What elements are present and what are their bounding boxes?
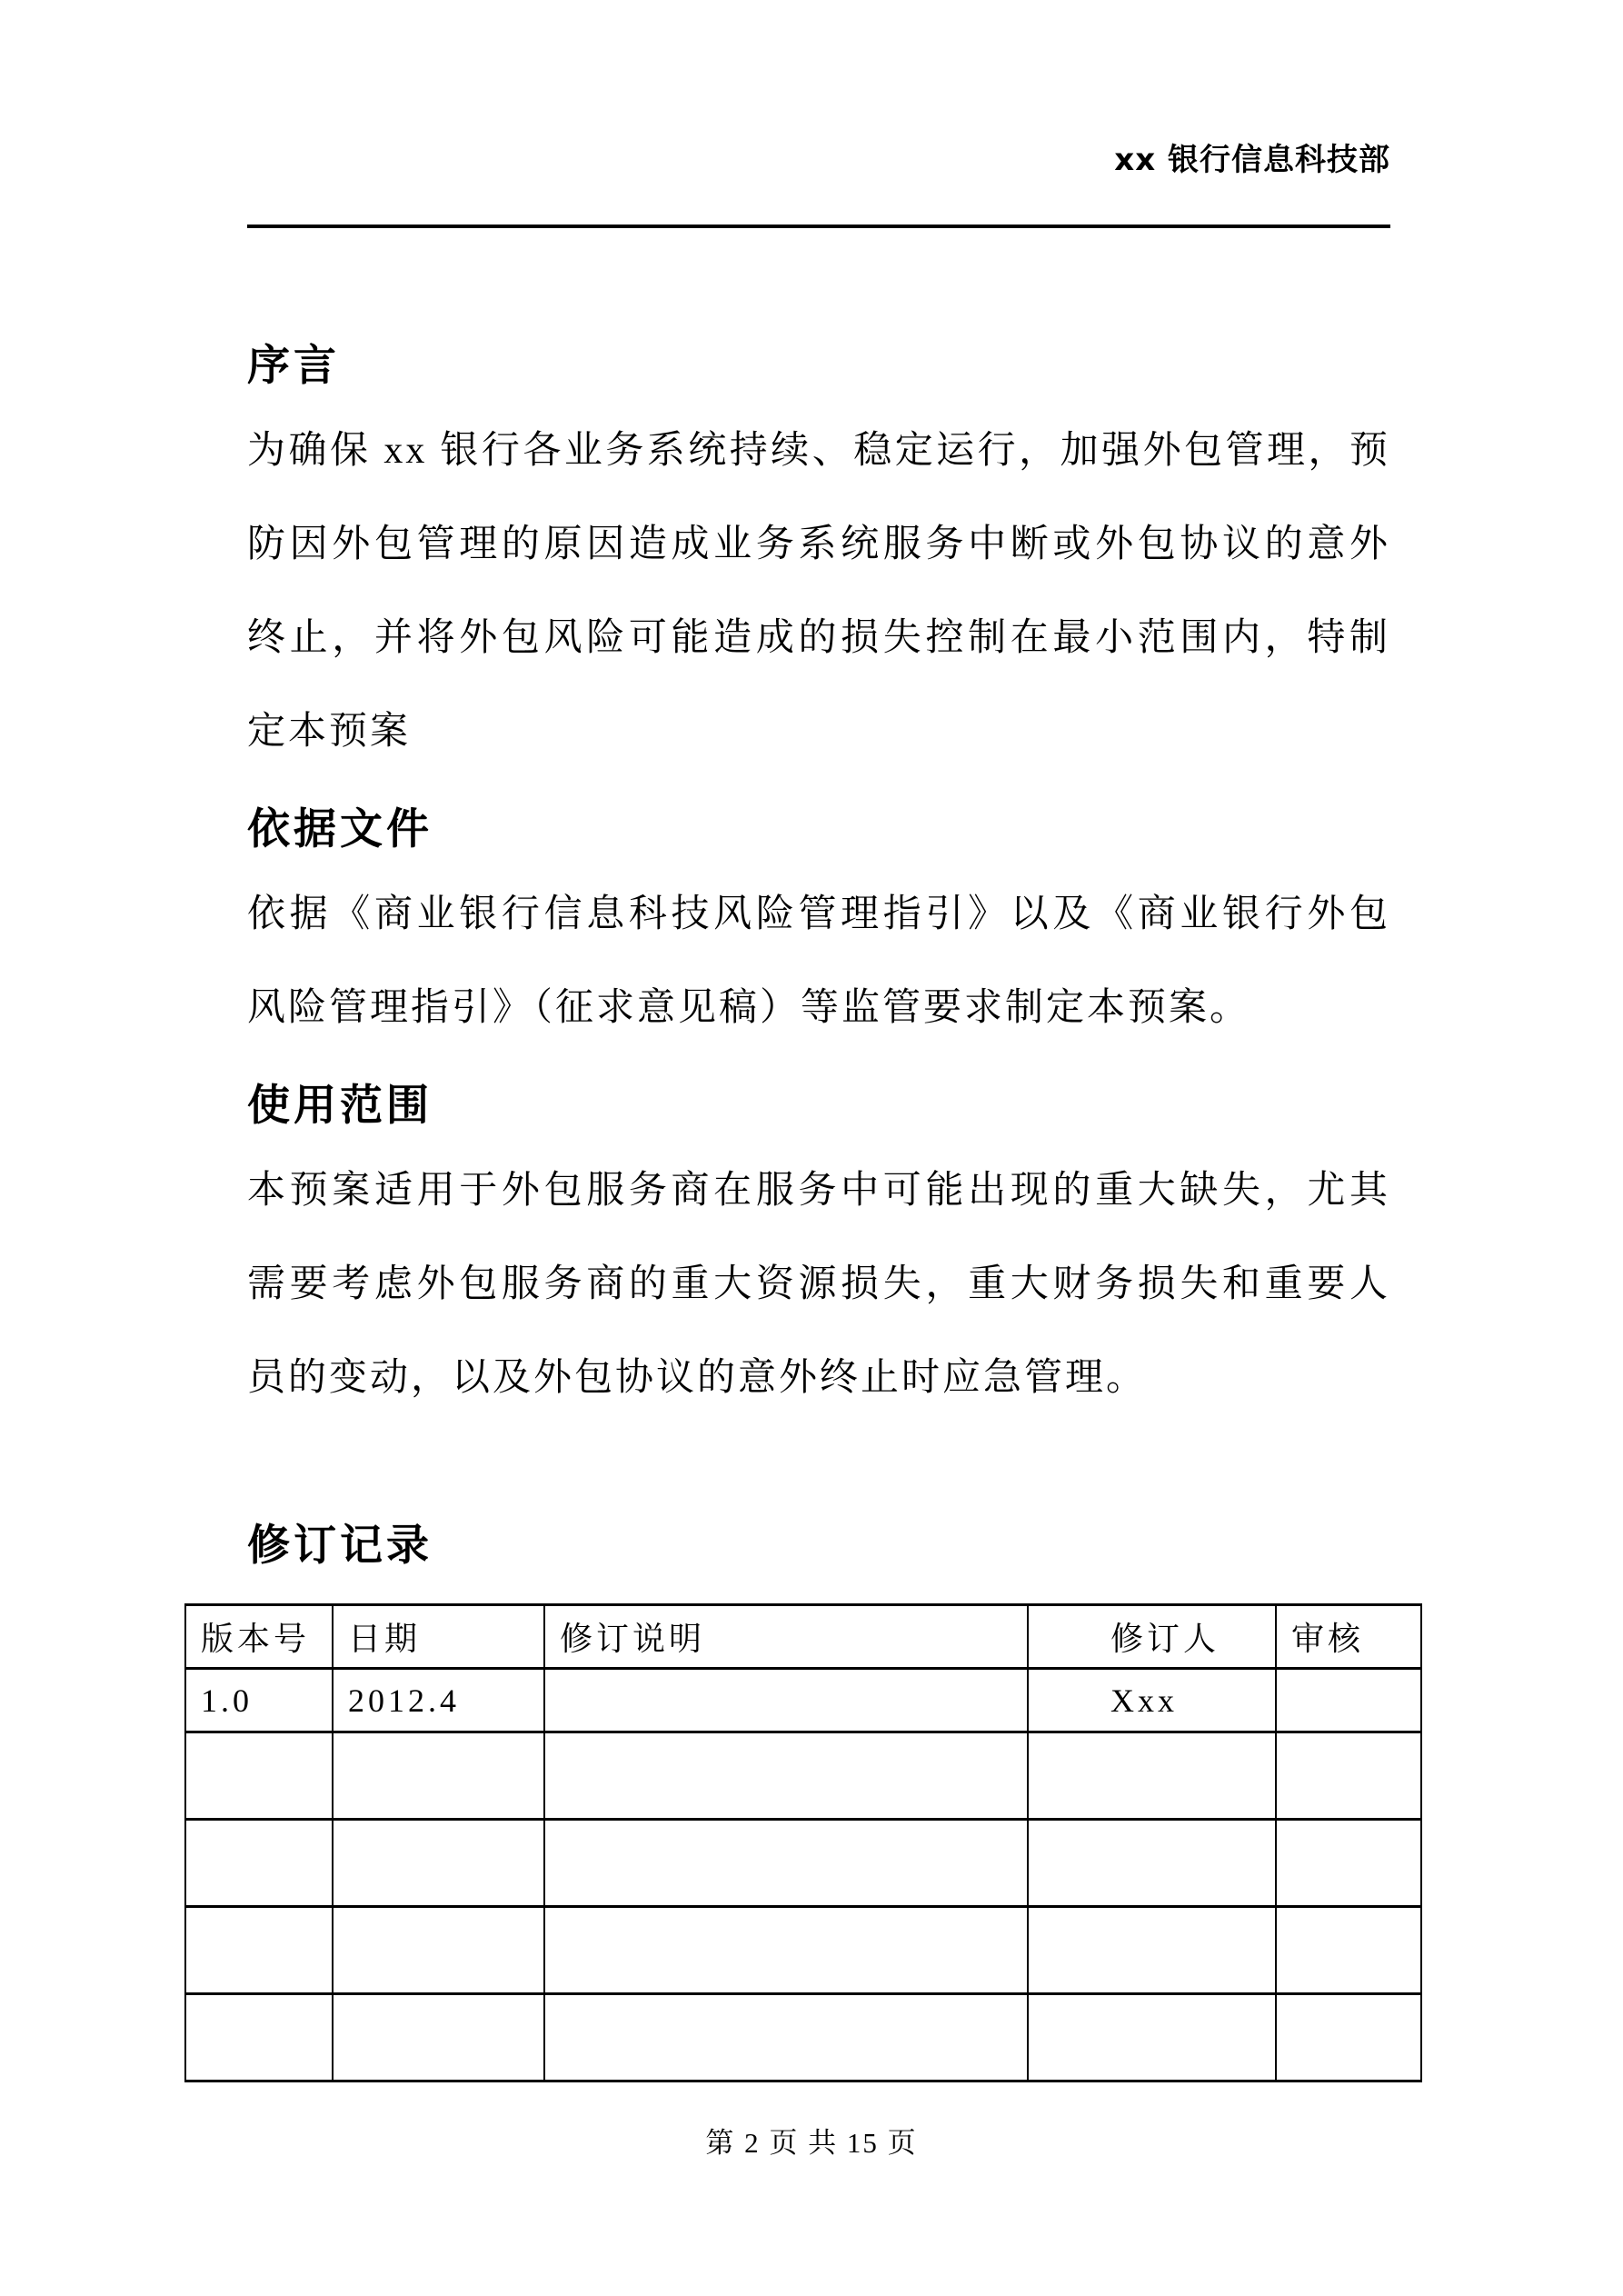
table-cell (1028, 1732, 1276, 1820)
table-cell (333, 1907, 544, 1994)
table-cell (1276, 1820, 1421, 1907)
header-cell-audit: 审核 (1276, 1605, 1421, 1669)
revision-table-header-row (185, 1605, 1421, 1669)
table-cell (544, 1732, 1028, 1820)
table-cell (185, 1994, 333, 2081)
table-cell-reviser: Xxx (1028, 1669, 1276, 1732)
header-cell-description: 修订说明 (544, 1605, 1028, 1669)
table-cell (1276, 1907, 1421, 1994)
table-cell (333, 1994, 544, 2081)
table-cell (544, 1994, 1028, 2081)
table-cell (185, 1820, 333, 1907)
table-cell-description (544, 1669, 1028, 1732)
table-cell (1276, 1732, 1421, 1820)
section-paragraph-preface: 为确保 xx 银行各业务系统持续、稳定运行，加强外包管理，预防因外包管理的原因造成业务系统服务中断或外包协议的意外终止，并将外包风险可能造成的损失控制在最小范围内，特制定本预案 (247, 430, 1390, 753)
section-heading-preface: 序言 (247, 343, 340, 390)
header-cell-date: 日期 (333, 1605, 544, 1669)
table-cell (185, 1907, 333, 1994)
table-cell (1276, 1994, 1421, 2081)
table-cell (544, 1820, 1028, 1907)
table-cell (1028, 1907, 1276, 1994)
table-cell-audit (1276, 1669, 1421, 1732)
section-heading-reference-documents: 依据文件 (247, 805, 433, 854)
table-row (185, 1732, 1421, 1820)
header-department: xx 银行信息科技部 (247, 135, 1390, 228)
revision-record-heading: 修订记录 (247, 1522, 433, 1571)
table-cell (333, 1820, 544, 1907)
table-cell (333, 1732, 544, 1820)
revision-table (184, 1603, 1422, 2082)
table-cell (185, 1732, 333, 1820)
header-cell-version: 版本号 (185, 1605, 333, 1669)
table-row (185, 1907, 1421, 1994)
table-cell-version: 1.0 (185, 1669, 333, 1732)
section-paragraph-reference-documents: 依据《商业银行信息科技风险管理指引》以及《商业银行外包风险管理指引》（征求意见稿）等监管要求制定本预案。 (247, 893, 1390, 1029)
table-row (185, 1820, 1421, 1907)
table-cell (1028, 1820, 1276, 1907)
section-heading-scope: 使用范围 (247, 1082, 433, 1130)
table-cell (1028, 1994, 1276, 2081)
header-cell-reviser: 修订人 (1028, 1605, 1276, 1669)
table-row (185, 1994, 1421, 2081)
section-paragraph-scope: 本预案适用于外包服务商在服务中可能出现的重大缺失，尤其需要考虑外包服务商的重大资源损失，重大财务损失和重要人员的变动，以及外包协议的意外终止时应急管理。 (247, 1169, 1390, 1399)
page-footer: 第 2 页 共 15 页 (705, 2127, 918, 2159)
table-row (185, 1669, 1421, 1732)
table-cell (544, 1907, 1028, 1994)
table-cell-date: 2012.4 (333, 1669, 544, 1732)
